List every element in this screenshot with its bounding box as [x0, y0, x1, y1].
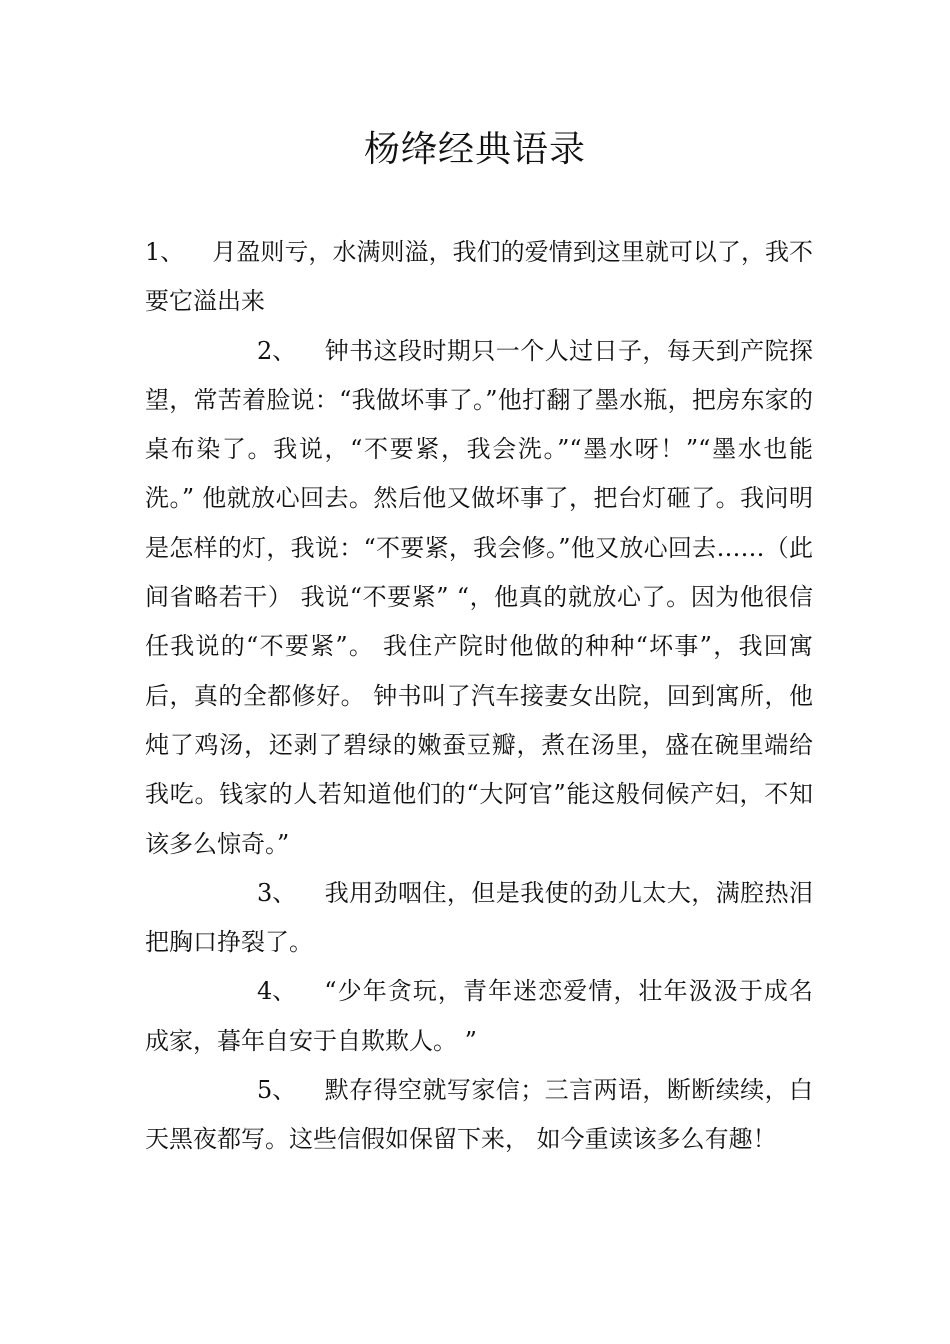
item-text: “少年贪玩，青年迷恋爱情，壮年汲汲于成名成家，暮年自安于自欺欺人。 ”	[145, 977, 813, 1055]
quote-item-2	[145, 327, 813, 869]
quote-item-3	[145, 869, 813, 968]
item-text: 月盈则亏，水满则溢，我们的爱情到这里就可以了，我不要它溢出来	[145, 238, 813, 316]
item-number: 2、	[257, 336, 297, 365]
document-body	[145, 228, 813, 1165]
quote-item-5	[145, 1066, 813, 1165]
document-title: 杨绛经典语录	[363, 129, 586, 170]
quote-item-1	[145, 228, 813, 327]
item-number: 1、	[145, 238, 185, 266]
item-text: 我用劲咽住，但是我使的劲儿太大，满腔热泪把胸口挣裂了。	[145, 878, 813, 957]
item-text: 钟书这段时期只一个人过日子，每天到产院探望，常苦着脸说：“我做坏事了。”他打翻了墨水瓶，把房东家的桌布染了。我说，“不要紧，我会洗。”“墨水呀！”“墨水也能洗。” 他就放心回去。然后他又做坏事了，把台灯砸了。我问明是怎样的灯，我说：“不要紧，我会修。”他又放心回去……（此间省略若干） 我说“不要紧” “，他真的就放心了。因为他很信任我说的“不要紧”。 我住产院时他做的种种“坏事”，我回寓后，真的全都修好。 钟书叫了汽车接妻女出院，回到寓所，他炖了鸡汤，还剥了碧绿的嫩蚕豆瓣，煮在汤里，盛在碗里端给我吃。钱家的人若知道他们的“大阿官”能这般伺候产妇，不知该多么惊奇。”	[145, 336, 813, 858]
item-number: 5、	[257, 1076, 297, 1105]
quote-item-4	[145, 967, 813, 1066]
item-number: 3、	[257, 878, 297, 907]
item-text: 默存得空就写家信；三言两语，断断续续，白天黑夜都写。这些信假如保留下来， 如今重读该多么有趣！	[145, 1076, 813, 1154]
item-number: 4、	[257, 977, 297, 1006]
